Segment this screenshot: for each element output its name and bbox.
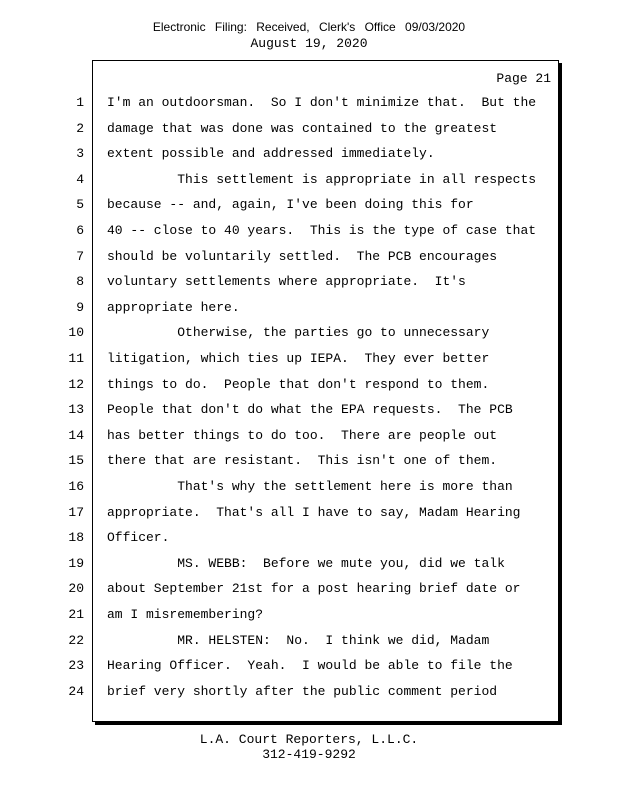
line-number: 24 [68, 683, 84, 699]
line-number: 11 [68, 351, 84, 366]
line-number: 13 [68, 402, 84, 418]
line-number: 9 [76, 299, 84, 315]
line-text: Hearing Officer. Yeah. I would be able to file the [107, 658, 513, 674]
line-text: I'm an outdoorsman. So I don't minimize that. But the [107, 95, 537, 110]
line-text: litigation, which ties up IEPA. They ever better [107, 351, 490, 366]
line-text: there that are resistant. This isn't one of them. [107, 453, 498, 469]
line-text: 40 -- close to 40 years. This is the type of case that [107, 223, 537, 238]
line-text: extent possible and addressed immediately. [107, 146, 435, 162]
line-number: 15 [68, 453, 84, 469]
line-text: should be voluntarily settled. The PCB encourages [107, 248, 498, 264]
line-number: 12 [68, 376, 84, 392]
line-text: about September 21st for a post hearing brief date or [107, 581, 521, 597]
line-text: brief very shortly after the public comment period [107, 683, 498, 699]
line-number: 17 [68, 504, 84, 520]
line-text: damage that was done was contained to the greatest [107, 120, 498, 136]
line-text: appropriate here. [107, 299, 240, 315]
line-text: has better things to do too. There are people out [107, 427, 498, 443]
line-text: Officer. [107, 530, 170, 546]
line-number: 3 [76, 146, 84, 162]
line-text: am I misremembering? [107, 607, 264, 622]
line-number: 5 [76, 197, 84, 213]
line-text: That's why the settlement here is more than [107, 479, 513, 494]
line-number: 21 [68, 607, 84, 622]
line-number: 7 [76, 248, 84, 264]
line-number: 20 [68, 581, 84, 597]
reporter-firm: L.A. Court Reporters, L.L.C. [199, 732, 419, 747]
line-number: 19 [68, 555, 84, 571]
line-number: 4 [76, 171, 84, 187]
line-text: This settlement is appropriate in all respects [107, 171, 537, 187]
line-number: 14 [68, 427, 84, 443]
line-text: People that don't do what the EPA requests. The PCB [107, 402, 513, 418]
line-number: 1 [76, 95, 84, 110]
line-text: things to do. People that don't respond to them. [107, 376, 490, 392]
line-number: 18 [68, 530, 84, 546]
line-text: voluntary settlements where appropriate. It's [107, 274, 466, 290]
page-number: Page 21 [496, 71, 551, 86]
line-text: appropriate. That's all I have to say, Madam Hearing [107, 504, 521, 520]
line-number: 22 [68, 632, 84, 648]
line-number: 10 [68, 325, 84, 341]
line-number: 23 [68, 658, 84, 674]
line-number: 6 [76, 223, 84, 238]
transcript-date: August 19, 2020 [250, 36, 368, 51]
reporter-phone: 312-419-9292 [262, 747, 356, 762]
line-number: 16 [68, 479, 84, 494]
filing-stamp: Electronic Filing: Received, Clerk's Office 09/03/2020 [152, 20, 466, 34]
line-text: MR. HELSTEN: No. I think we did, Madam [107, 632, 490, 648]
line-number: 2 [76, 120, 84, 136]
line-text: because -- and, again, I've been doing this for [107, 197, 474, 213]
line-text: MS. WEBB: Before we mute you, did we talk [107, 555, 505, 571]
line-number: 8 [76, 274, 84, 290]
line-text: Otherwise, the parties go to unnecessary [107, 325, 490, 341]
